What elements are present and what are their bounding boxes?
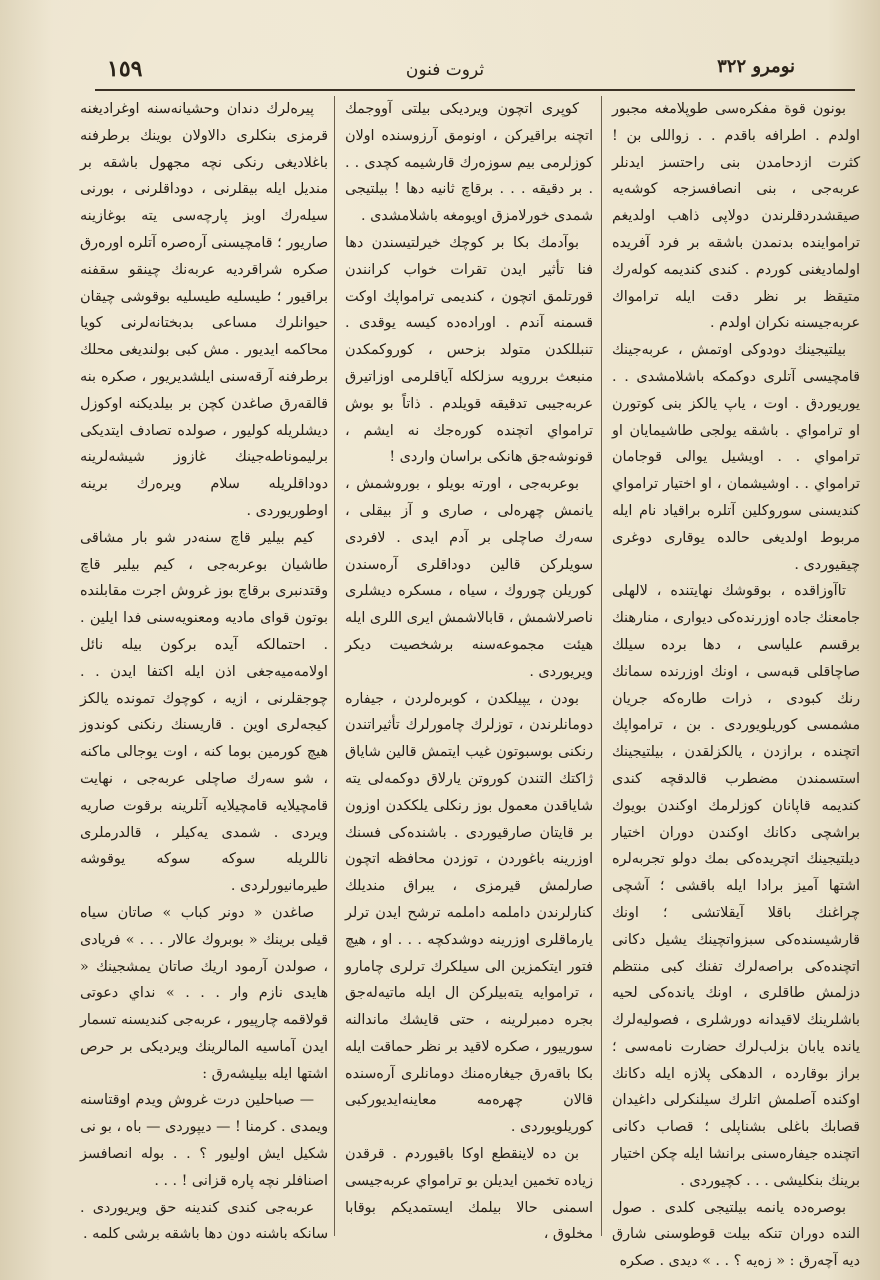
paragraph: بودن ، يپيلكدن ، كوبره‌لردن ، جيفاره دومانلرندن ، توزلرك چامورلرك تأثيراتندن رنكنی بوسبوتون غيب ايتمش قالين شاياق ژاكتك التندن كوروتن يارلاق دوكمه‌لی يته شاياقدن معمول بوز رنكلی يلككدن اوزون بر قايتان صارقيوردی . باشنده‌كی فسنك اوزرينه باغوردن ، توزدن محافظه اتچون صارلمش قيرمزی ، يبراق منديلك كنارلرندن داملمه داملمه ترشح ايدن ترلر يارماقلری اوزرينه دوشدكچه . . . او ، هيچ فتور ايتكمزين الی سيلكرك ترلری چامارو ، تراموايه يته‌بيلركن ال ايله ماتيه‌له‌جق بجره دمبرلرينه ، حتی قايشك ماندالنه سورييور ، صكره لاقيد بر نظر حماقت ايله بكا باقه‌رق جيغاره‌منك دومانلری آره‌سنده قالان چهره‌مه معاينه‌ايديوركبی كوريلويوردی . bbox=[345, 690, 593, 1136]
paragraph: بن ده لاينقطع اوكا باقيوردم . قرقدن زياده تخمين ايديلن بو ترامواي عربه‌جيسی اسمنی حالا بيلمك ايستمديكم بوقابا مخلوق ، bbox=[345, 1146, 593, 1243]
paragraph: پيره‌لرك دندان وحشيانه‌سنه اوغراديغنه قرمزی بنكلری دالاولان بوينك برطرفنه باغلاديغی رنكی نچه مجهول باشقه بر منديل ايله بيقلرنی ، دوداقلرنی ، بورنی سيله‌رك اوبز پارچه‌سی يته بوغازينه صاريور ؛ قامچيسنی آره‌صره آتلره اوره‌رق صكره شراقرديه عربه‌نك چينقو سقفنه براقيور ؛ طيسليه طيسليه بوقوشی چيقان حيوانلرك مساعی بدبختانه‌لرنی كويا محاكمه ايديور . مش كبی بولنديغی محلك برطرفنه آرقه‌سنی ايلشديريور ، صكره بنه قالقه‌رق صاغدن كچن بر بيلديكنه اوكوزل ديشلريله كوليور ، صولده تصادف ايتدیكی برليموناطه‌جينك غازوز شيشه‌لرينه دوداقلريله سلام ويره‌رك برينه اوطوريوردی . bbox=[80, 101, 328, 519]
column-divider bbox=[334, 96, 335, 1236]
paragraph: عربه‌جی كندی كندينه حق ويريوردی . سانكه باشنه دون دها باشقه برشی كلمه . bbox=[80, 1199, 328, 1243]
column-left bbox=[80, 96, 328, 1243]
journal-title: ثروت فنون bbox=[405, 60, 485, 80]
paragraph: صاغدن « دونر كباب » صاتان سياه قيلی برينك « بوبروك عالار . . . » فريادی ، صولدن آرمود اريك صاتان يمشجينك « هايدی نازم وار . . . » نداي دعوتی قولاقمه چارپيور ، عربه‌جی كنديسنه تسمار ايدن آماسيه المالرينك ويرديكی بر حرص اشتها ايله بيليشه‌رق : bbox=[80, 904, 328, 1082]
paragraph: بونون قوة مفكره‌سی طوپلامغه مجبور اولدم . اطرافه باقدم . . زواللی بن ! كثرت ازدحامدن بنی راحتسز ایدنلر عربه‌جی ، بنی انصافسزجه كوشه‌يه صيقشدردقلرندن دولاپی ذاهب اولدیغم ترامواينده بدنمدن باشقه بر فرد آفریده اولمادیغنی كوردم . كندی كندیمه كوله‌رك متيقظ بر نظر دقت ايله ترامواك عربه‌جيسنه نكران اولدم . bbox=[612, 101, 860, 332]
page-header bbox=[95, 56, 795, 88]
paragraph: تاآوزاقده ، بوقوشك نهايتنده ، لالهلی جامعنك جاده اوزرنده‌كی ديواری ، منارهنك برقسم علياسی ، دها برده سيلك صاچاقلی قبه‌سی ، اونك اوزرنده سمانك رنك كبودی ، ذرات طاره‌كه جريان مشمسی كوريلويوردی . بن ، ترامواپك اتچنده ، برازدن ، يالكزلقدن ، بيلتيجينك استسمندن مضطرب قالدقچه كندی كنديمه قاپانان كوزلرمك اوكندن بويوك براشچی دكانك اوكندن دوران اختيار ديلتيجينك اتچريده‌كی بمك دولو تجربه‌لره اشتها آميز برادا ايله باقشی ؛ آشچی چراغنك باقلا آيقلاتشی ؛ اونك قارشيسنده‌كی سبزواتچينك يشيل دكانی اتچنده‌كی براصه‌لرك تفنك كبی منتظم دزلمش طاقلری ، اونك يانده‌كی لحيه باشلرينك لاقيدانه دورشلری ، فصوليه‌لرك يانده يابان بزلب‌لرك حضارت نامه‌سی ؛ براز بوقارده ، الدهكی پلازه ايله دكانك اوكنده آصلمش اتلرك سيلنكرلی داغيدان قصابك باغلی بشناپلی ؛ قصاب دكانی اتچنده جيفاره‌سنی برانشا ايله چكن اختيار برينك بنكليشی . . . كچيوردی . bbox=[612, 583, 860, 1189]
paragraph: بيلتيجينك دودوكی اوتمش ، عربه‌جينك قامچيسی آتلری دوكمكه باشلامشدی . . يوريوردق . اوت ، ياپ يالكز بنی كوتورن او ترامواي . باشقه يولجی طاشيمايان او ترامواي . . اويشيل يوالی قوجامان ترامواي . . اوشيشمان ، او اختيار ترامواي كنديسنی سوروكلين آتلره براقياد نام ايله مربوط اولديغی حالده يوقاری دوغری چيقيوردی . bbox=[612, 342, 860, 573]
paragraph: بوصره‌ده يانمه بيلتيجی كلدی . صول النده دوران تنكه بيلت قوطوسنی شارق ديه آچه‌رق : « زه‌يه ؟ . . » ديدی . صكره bbox=[612, 1199, 860, 1270]
paragraph: — صباحلين درت غروش ويدم اوقتاسنه ويمدی . كرمنا ! — ديپوردی — باه ، بو نی شكيل ايش اوليور ؟ . . بوله انصافسز اصنافلر نچه پاره قزانی ! . . . bbox=[80, 1092, 328, 1189]
paragraph: كوپری اتچون ويردیكی بيلتی آووجمك اتچنه براقيركن ، اونومق آرزوسنده اولان كوزلرمی بيم سوزه‌رك قارشيمه كچدی . . . بر دقيقه . . . برقاچ ثانيه دها ! بيلتيجی شمدی خورلامزق اويومغه باشلامشدی . bbox=[345, 101, 593, 225]
paragraph: بوعربه‌جی ، اورته بويلو ، بوروشمش ، يانمش چهره‌لی ، صاری و آز بيقلی ، سه‌رك صاچلی بر آدم ايدی . لافردی سويلركن قالين دوداقلری آره‌سندن كوريلن چوروك ، سياه ، مسكره ديشلری ناصرلاشمش ، قابالاشمش ايری اللری ايله هيئت مجموعه‌سنه برشخصيت ديكر ويريوردی . bbox=[345, 476, 593, 680]
column-middle bbox=[345, 96, 593, 1243]
page-number: ١٥٩ bbox=[107, 56, 143, 82]
header-rule bbox=[95, 89, 855, 91]
paragraph: كيم بيلير قاچ سنه‌در شو بار مشاقی طاشيان بوعربه‌جی ، كيم بيلير قاچ وقتدنبری برقاچ بوز غروش اجرت مقابلنده بوتون قوای ماديه ومعنويه‌سنی فدا ايلين . . احتمالكه آيده بركون بيله نائل اولامه‌ميه‌جغی اذن ايله اكتفا ايدن . . چوجقلرنی ، ازيه ، كوچوك تمونده يالكز كيجه‌لری اوين . قاريسنك رنكنی كوندوز هيچ كورمين بوما كنه ، اوت يوجالی ماكنه ، شو سه‌رك صاچلی عربه‌جی ، نهايت قامچيلايه قامچيلايه آتلرينه برقوت صاريه ويردی . شمدی يه‌كيلر ، قالدرملری ناللريله سوكه سوكه يوقوشه طيرمانيورلردی . bbox=[80, 529, 328, 895]
issue-number: نومرو ٣٢٢ bbox=[717, 56, 795, 77]
paragraph: بوآدمك بكا بر كوچك خيرلتيسندن دها فنا تأثير ايدن تقرات خواب كرانندن قورتلمق اتچون ، كنديمی ترامواپك اوكت قسمنه آندم . اوراده‌ده كيسه يوقدی . تنبللكدن متولد بزحس ، كوروكمكدن منبعث بررويه سزلكله آياقلرمی اوزاتيرق عربه‌جيبی تدقيقه قويلدم . ذاتاً بو بوش ترامواي اتچنده كوره‌جك نه ايشم ، قونوشه‌جق هانكی براسان واردی ! bbox=[345, 234, 593, 466]
column-right bbox=[612, 96, 860, 1270]
column-divider bbox=[601, 96, 602, 1236]
